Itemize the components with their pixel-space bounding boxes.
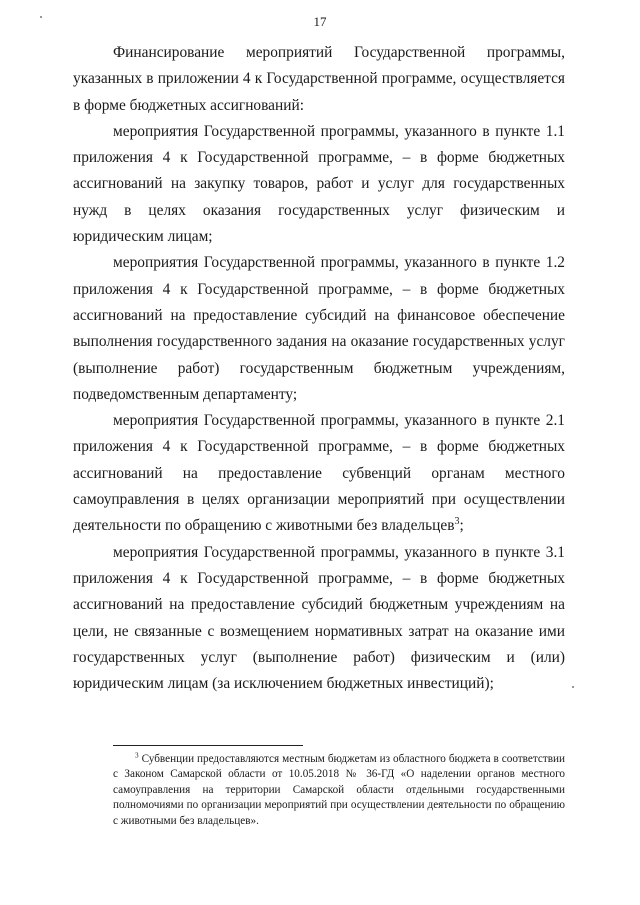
footnote-reference: 3 [454, 516, 460, 528]
page-number: 17 [313, 14, 327, 29]
paragraph-intro: Финансирование мероприятий Государственной программы, указанных в приложении 4 к Государственной программе, осуществляется в форме бюджетных ассигнований: [73, 44, 565, 114]
paragraph-item-3-1: мероприятия Государственной программы, указанного в пункте 3.1 приложения 4 к Государственной программе, – в форме бюджетных ассигнований на предоставление субсидий бюджетным учреждениям на цели, не связанные с возмещением нормативных затрат на оказание ими государственных услуг (выполнение работ) физическим и (или) юридическим лицам (за исключением бюджетных инвестиций); [73, 543, 565, 693]
paragraph-item-2-1-punct: ; [459, 517, 464, 535]
paragraph-item-2-1 [73, 408, 565, 539]
footnote-marker: 3 [135, 751, 139, 760]
footnote-text: Субвенции предоставляются местным бюджетам из областного бюджета в соответствии с Законом Самарской области от 10.05.2018 № 36-ГД «О наделении органов местного самоуправления на территории Самарской области отдельными государственными полномочиями по организации мероприятий при осуществлении деятельности по обращению с животными без владельцев». [113, 753, 565, 827]
body-text [73, 40, 565, 697]
footnote-separator [113, 745, 303, 746]
scan-speck [40, 16, 42, 18]
paragraph-item-2-1-text: мероприятия Государственной программы, указанного в пункте 2.1 приложения 4 к Государственной программе, – в форме бюджетных ассигнований на предоставление субвенций органам местного самоуправления в целях организации мероприятий при осуществлении деятельности по обращению с животными без владельцев [73, 412, 565, 535]
scan-speck [572, 686, 574, 688]
paragraph-item-1-1: мероприятия Государственной программы, указанного в пункте 1.1 приложения 4 к Государственной программе, – в форме бюджетных ассигнований на закупку товаров, работ и услуг для государственных нужд в целях оказания государственных услуг физическим и юридическим лицам; [73, 122, 565, 246]
footnote [113, 752, 565, 829]
paragraph-item-1-2: мероприятия Государственной программы, указанного в пункте 1.2 приложения 4 к Государственной программе, – в форме бюджетных ассигнований на предоставление субсидий на финансовое обеспечение выполнения государственного задания на оказание государственных услуг (выполнение работ) государственным бюджетным учреждениям, подведомственным департаменту; [73, 254, 565, 403]
